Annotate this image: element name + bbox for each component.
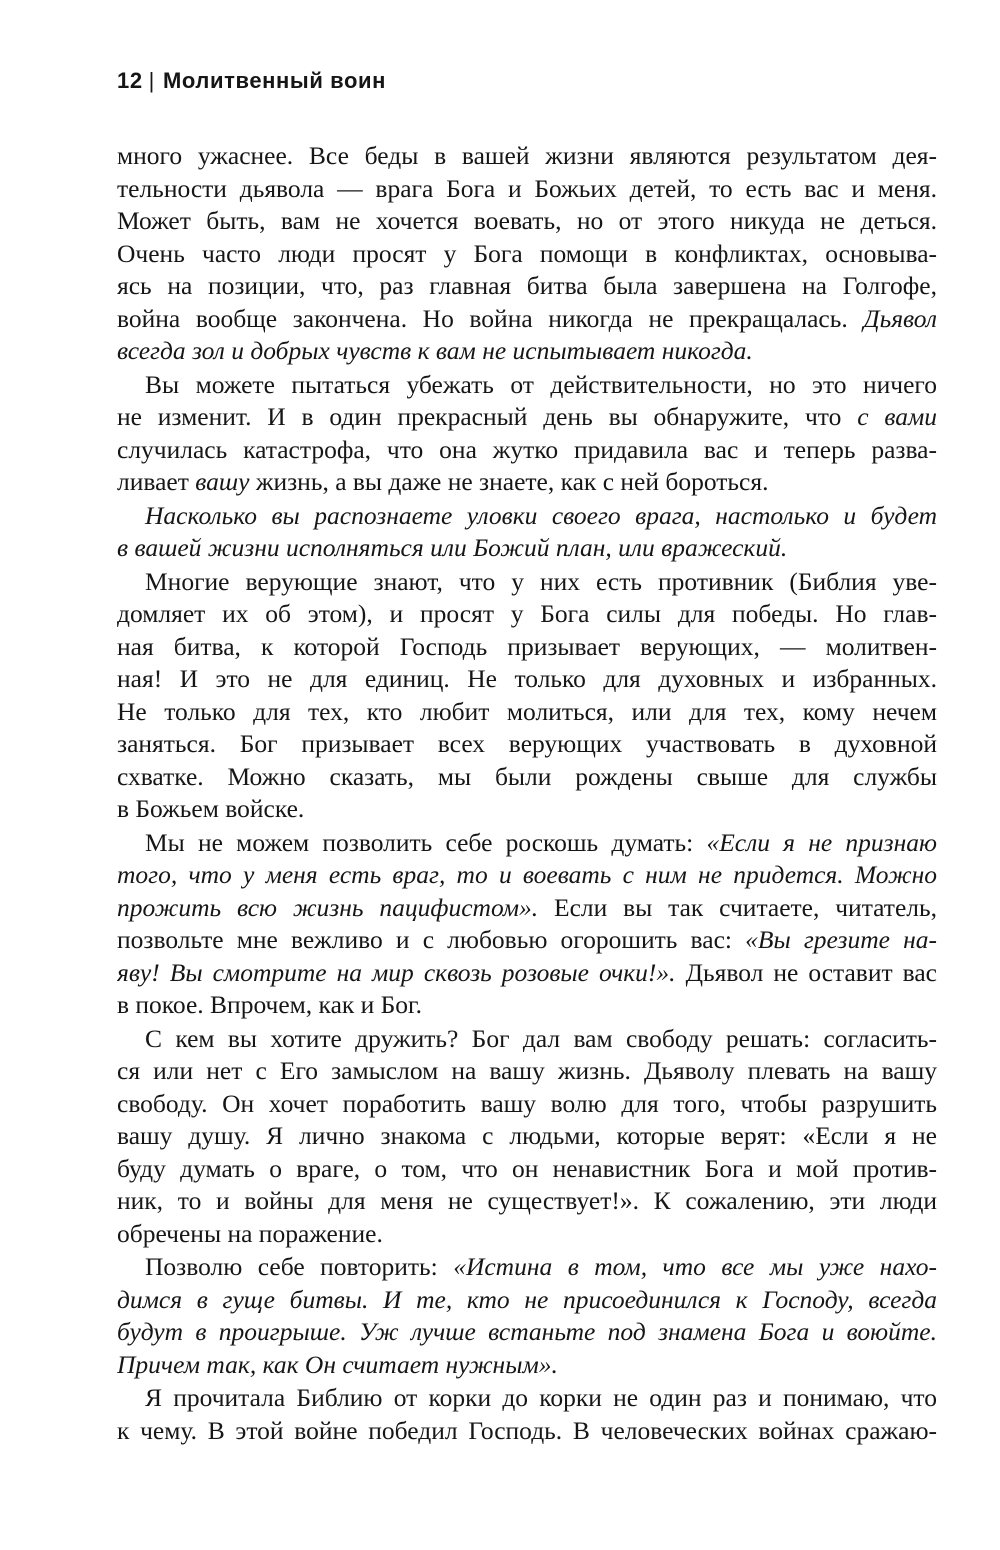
text-line: ся или нет с Его замыслом на вашу жизнь. Дьяволу плевать на вашу — [117, 1056, 937, 1085]
text-line — [117, 335, 937, 368]
body-text — [117, 140, 937, 1447]
text-line: ная! И это не для единиц. Не только для духовных и избранных. — [117, 664, 937, 693]
emphasis: с вами — [857, 402, 937, 431]
text-line: позвольте мне вежливо и с любовью огорошить вас: «Вы грезите на- — [117, 925, 937, 954]
text-line: Позволю себе повторить: «Истина в том, что все мы уже нахо- — [145, 1252, 937, 1281]
text-line: Может быть, вам не хочется воевать, но от этого никуда не деться. — [117, 206, 937, 235]
emphasis: в вашей жизни исполняться или Божий план, или вражеский. — [117, 533, 788, 562]
text-line: не изменит. И в один прекрасный день вы обнаружите, что с вами — [117, 402, 937, 431]
text-line — [117, 532, 937, 565]
text-line: Очень часто люди просят у Бога помощи в конфликтах, основыва- — [117, 238, 937, 268]
emphasis: Насколько вы распознаете уловки своего врага, настолько и будет — [145, 500, 937, 530]
text-line: схватке. Можно сказать, мы были рождены свыше для службы — [117, 761, 937, 791]
emphasis: «Вы грезите на- — [745, 925, 937, 954]
text-line: Вы можете пытаться убежать от действительности, но это ничего — [145, 369, 937, 399]
emphasis: «Если я не признаю — [706, 827, 937, 857]
text-line: Не только для тех, кто любит молиться, или для тех, кому нечем — [117, 696, 937, 726]
emphasis: прожить всю жизнь пацифистом». — [117, 892, 539, 922]
emphasis: «Истина в том, что все мы уже нахо- — [453, 1252, 937, 1281]
running-header — [117, 68, 386, 94]
text-line: тельности дьявола — врага Бога и Божьих детей, то есть вас и меня. — [117, 173, 937, 203]
text-line: в покое. Впрочем, как и Бог. — [117, 990, 423, 1019]
text-line: буду думать о враге, о том, что он ненавистник Бога и мой против- — [117, 1153, 937, 1183]
text-line: обречены на поражение. — [117, 1218, 383, 1248]
text-line: яву! Вы смотрите на мир сквозь розовые очки!». Дьявол не оставит вас — [117, 957, 937, 987]
text-line: заняться. Бог призывает всех верующих участвовать в духовной — [117, 729, 937, 758]
text-line: домляет их об этом), и просят у Бога силы для победы. Но глав- — [117, 599, 937, 628]
text-line: Я прочитала Библию от корки до корки не один раз и понимаю, что — [145, 1383, 937, 1412]
header-separator: | — [148, 68, 155, 93]
text-line: случилась катастрофа, что она жутко придавила вас и теперь разва- — [117, 434, 937, 464]
text-line: много ужаснее. Все беды в вашей жизни являются результатом дея- — [117, 141, 937, 170]
text-line — [117, 859, 937, 892]
text-line — [117, 1349, 937, 1382]
text-line — [117, 1284, 937, 1317]
emphasis: Дьявол — [863, 303, 937, 333]
emphasis: яву! Вы смотрите на мир сквозь розовые очки!». — [117, 957, 676, 987]
emphasis: Причем так, как Он считает нужным». — [117, 1349, 558, 1379]
emphasis: будут в проигрыше. Уж лучше встаньте под знамена Бога и воюйте. — [117, 1317, 937, 1346]
page-number: 12 — [117, 68, 143, 93]
text-line — [117, 1316, 937, 1349]
text-line: С кем вы хотите дружить? Бог дал вам свободу решать: согласить- — [145, 1023, 937, 1053]
text-line: война вообще закончена. Но война никогда не прекращалась. Дьявол — [117, 303, 937, 333]
text-line: Многие верующие знают, что у них есть противник (Библия уве- — [145, 566, 937, 596]
text-line: в Божьем войске. — [117, 794, 305, 823]
text-line — [117, 500, 937, 533]
text-line: вашу душу. Я лично знакома с людьми, которые верят: «Если я не — [117, 1121, 937, 1150]
text-line: прожить всю жизнь пацифистом». Если вы так считаете, читатель, — [117, 892, 937, 922]
emphasis: всегда зол и добрых чувств к вам не испытывает никогда. — [117, 336, 753, 365]
text-line: свободу. Он хочет поработить вашу волю для того, чтобы разрушить — [117, 1088, 937, 1118]
text-line: ная битва, к которой Господь призывает верующих, — молитвен- — [117, 631, 937, 661]
emphasis: вашу — [195, 467, 250, 496]
book-title: Молитвенный воин — [163, 68, 387, 93]
text-line: ясь на позиции, что, раз главная битва была завершена на Голгофе, — [117, 271, 937, 300]
text-line: ливает вашу жизнь, а вы даже не знаете, как с ней бороться. — [117, 467, 769, 496]
emphasis: того, что у меня есть враг, то и воевать с ним не придется. Можно — [117, 860, 937, 889]
text-line: Мы не можем позволить себе роскошь думать: «Если я не признаю — [145, 827, 937, 857]
text-line: к чему. В этой войне победил Господь. В человеческих войнах сражаю- — [117, 1415, 937, 1445]
text-line: ник, то и войны для меня не существует!». К сожалению, эти люди — [117, 1186, 937, 1215]
emphasis: димся в гуще битвы. И те, кто не присоединился к Господу, всегда — [117, 1284, 937, 1314]
